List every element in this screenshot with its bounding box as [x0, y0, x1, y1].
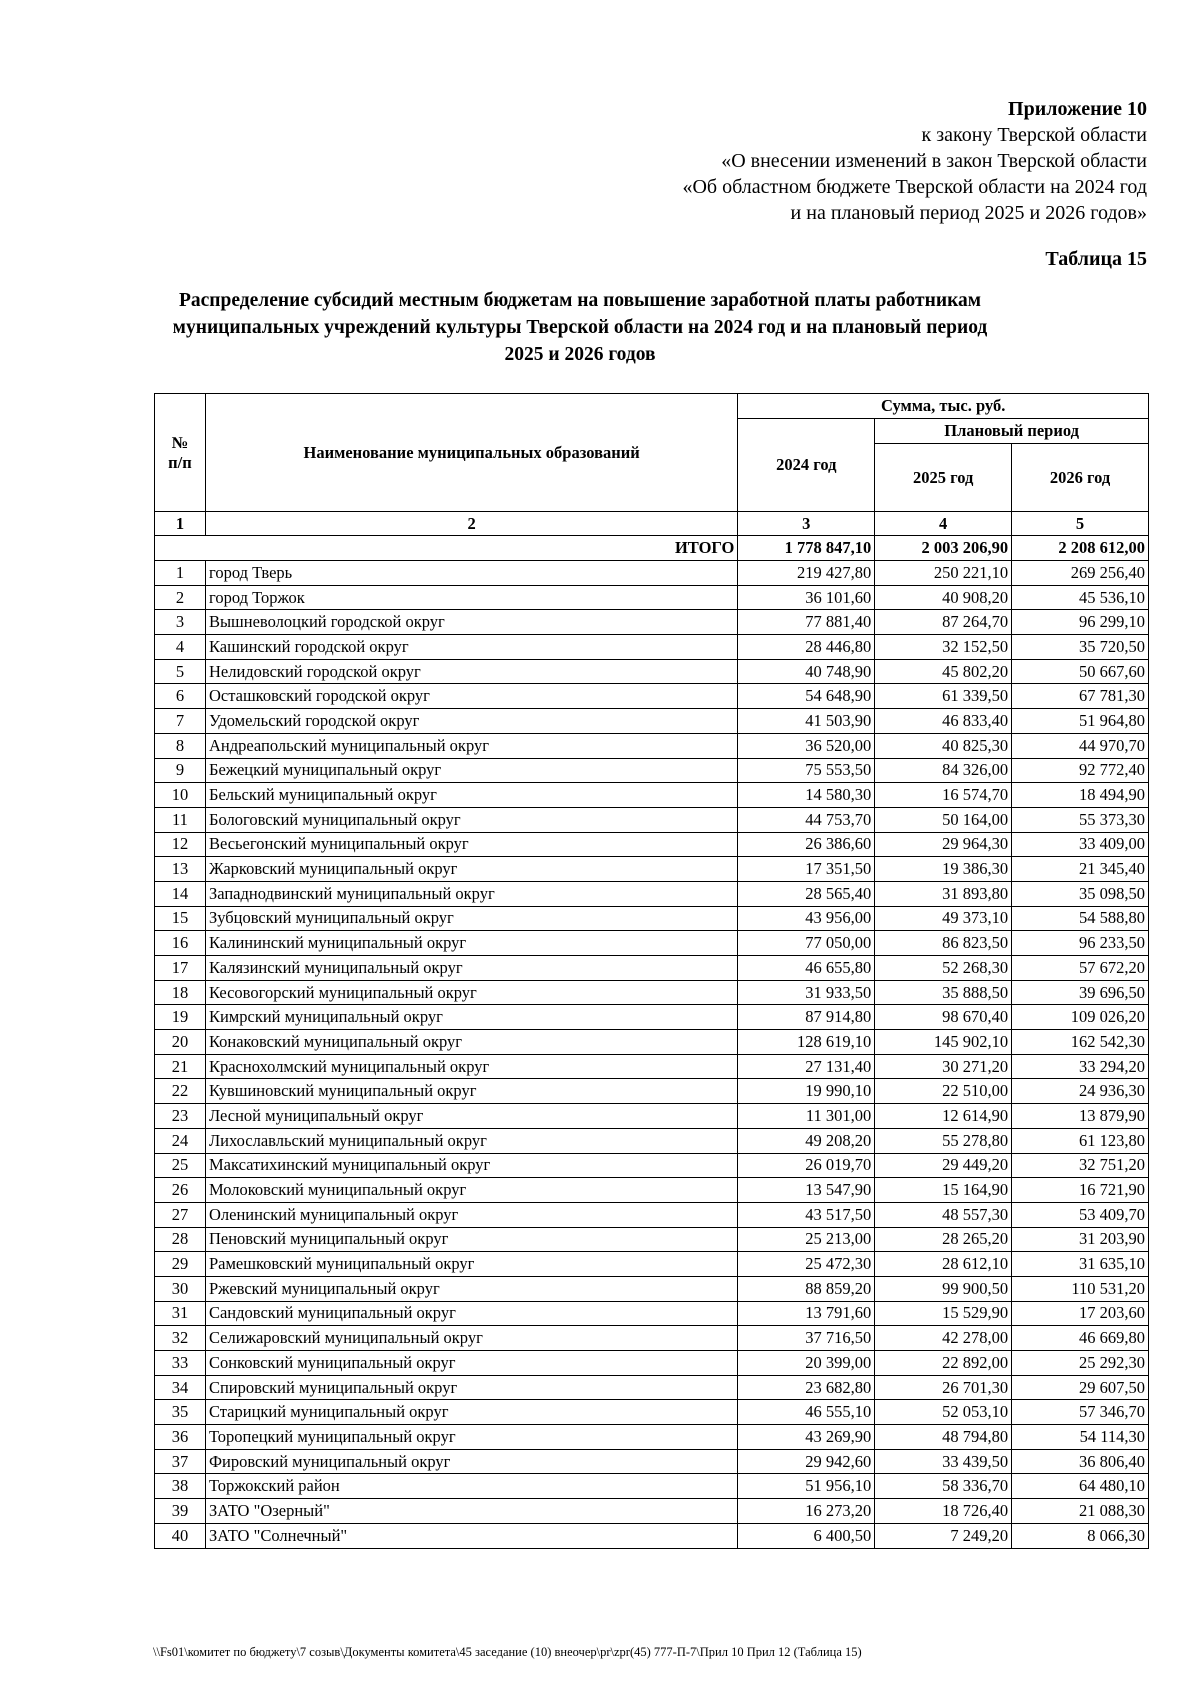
row-number: 11 — [155, 807, 206, 832]
value-2026: 55 373,30 — [1012, 807, 1149, 832]
value-2025: 12 614,90 — [875, 1104, 1012, 1129]
value-2026: 57 346,70 — [1012, 1400, 1149, 1425]
index-cell: 1 — [155, 512, 206, 536]
value-2024: 19 990,10 — [738, 1079, 875, 1104]
table-row — [155, 881, 1149, 906]
row-number: 36 — [155, 1425, 206, 1450]
table-row — [155, 1079, 1149, 1104]
table-row — [155, 1202, 1149, 1227]
table-row — [155, 1449, 1149, 1474]
value-2024: 26 019,70 — [738, 1153, 875, 1178]
table-row — [155, 1030, 1149, 1055]
value-2026: 36 806,40 — [1012, 1449, 1149, 1474]
table-row — [155, 1523, 1149, 1548]
value-2026: 67 781,30 — [1012, 684, 1149, 709]
title-line: муниципальных учреждений культуры Тверской области на 2024 год и на плановый период — [172, 317, 988, 338]
row-number: 5 — [155, 659, 206, 684]
value-2025: 15 529,90 — [875, 1301, 1012, 1326]
value-2025: 86 823,50 — [875, 931, 1012, 956]
value-2025: 28 265,20 — [875, 1227, 1012, 1252]
value-2024: 28 565,40 — [738, 881, 875, 906]
value-2024: 13 791,60 — [738, 1301, 875, 1326]
total-2024: 1 778 847,10 — [738, 536, 875, 561]
municipality-name: Оленинский муниципальный округ — [205, 1202, 737, 1227]
table-row — [155, 1474, 1149, 1499]
row-number: 34 — [155, 1375, 206, 1400]
table-row — [155, 758, 1149, 783]
value-2024: 40 748,90 — [738, 659, 875, 684]
value-2025: 52 268,30 — [875, 956, 1012, 981]
value-2024: 77 050,00 — [738, 931, 875, 956]
value-2024: 87 914,80 — [738, 1005, 875, 1030]
value-2026: 96 233,50 — [1012, 931, 1149, 956]
file-path-footer: \\Fs01\комитет по бюджету\7 созыв\Документы комитета\45 заседание (10) внеочер\pr\zpr(45) 777-П-7\Прил 10 Прил 12 (Таблица 15) — [153, 1645, 862, 1659]
table-row — [155, 1005, 1149, 1030]
value-2024: 29 942,60 — [738, 1449, 875, 1474]
row-number: 24 — [155, 1128, 206, 1153]
value-2025: 29 449,20 — [875, 1153, 1012, 1178]
value-2026: 21 345,40 — [1012, 857, 1149, 882]
value-2025: 58 336,70 — [875, 1474, 1012, 1499]
municipality-name: Калининский муниципальный округ — [205, 931, 737, 956]
row-number: 31 — [155, 1301, 206, 1326]
value-2025: 16 574,70 — [875, 783, 1012, 808]
value-2025: 32 152,50 — [875, 635, 1012, 660]
value-2025: 22 510,00 — [875, 1079, 1012, 1104]
row-number: 3 — [155, 610, 206, 635]
row-number: 29 — [155, 1252, 206, 1277]
table-row — [155, 1301, 1149, 1326]
value-2026: 54 588,80 — [1012, 906, 1149, 931]
value-2024: 37 716,50 — [738, 1326, 875, 1351]
municipality-name: Пеновский муниципальный округ — [205, 1227, 737, 1252]
col-header-2025: 2025 год — [875, 444, 1012, 512]
value-2024: 128 619,10 — [738, 1030, 875, 1055]
value-2024: 14 580,30 — [738, 783, 875, 808]
table-row — [155, 980, 1149, 1005]
value-2024: 36 101,60 — [738, 585, 875, 610]
municipality-name: Кувшиновский муниципальный округ — [205, 1079, 737, 1104]
value-2025: 46 833,40 — [875, 709, 1012, 734]
row-number: 23 — [155, 1104, 206, 1129]
table-row — [155, 1227, 1149, 1252]
appendix-header — [682, 96, 1147, 226]
value-2026: 61 123,80 — [1012, 1128, 1149, 1153]
value-2026: 269 256,40 — [1012, 561, 1149, 586]
value-2026: 24 936,30 — [1012, 1079, 1149, 1104]
value-2026: 13 879,90 — [1012, 1104, 1149, 1129]
value-2025: 145 902,10 — [875, 1030, 1012, 1055]
col-header-sum: Сумма, тыс. руб. — [738, 394, 1149, 419]
table-row — [155, 931, 1149, 956]
value-2024: 44 753,70 — [738, 807, 875, 832]
index-cell: 4 — [875, 512, 1012, 536]
row-number: 35 — [155, 1400, 206, 1425]
appendix-line: «Об областном бюджете Тверской области на 2024 год — [682, 176, 1147, 198]
municipality-name: Весьегонский муниципальный округ — [205, 832, 737, 857]
value-2026: 33 294,20 — [1012, 1054, 1149, 1079]
value-2026: 39 696,50 — [1012, 980, 1149, 1005]
table-row — [155, 1128, 1149, 1153]
row-number: 22 — [155, 1079, 206, 1104]
value-2024: 46 655,80 — [738, 956, 875, 981]
table-row — [155, 1104, 1149, 1129]
value-2026: 31 635,10 — [1012, 1252, 1149, 1277]
table-row — [155, 684, 1149, 709]
table-row — [155, 956, 1149, 981]
municipality-name: Бельский муниципальный округ — [205, 783, 737, 808]
index-cell: 5 — [1012, 512, 1149, 536]
value-2025: 40 825,30 — [875, 733, 1012, 758]
municipality-name: Нелидовский городской округ — [205, 659, 737, 684]
appendix-line: «О внесении изменений в закон Тверской области — [721, 150, 1147, 172]
municipality-name: Молоковский муниципальный округ — [205, 1178, 737, 1203]
table-row — [155, 635, 1149, 660]
row-number: 4 — [155, 635, 206, 660]
table-row — [155, 1425, 1149, 1450]
table-row — [155, 709, 1149, 734]
value-2025: 61 339,50 — [875, 684, 1012, 709]
value-2025: 84 326,00 — [875, 758, 1012, 783]
value-2024: 13 547,90 — [738, 1178, 875, 1203]
municipality-name: Андреапольский муниципальный округ — [205, 733, 737, 758]
table-row — [155, 783, 1149, 808]
municipality-name: Конаковский муниципальный округ — [205, 1030, 737, 1055]
municipality-name: Сандовский муниципальный округ — [205, 1301, 737, 1326]
table-row — [155, 1276, 1149, 1301]
municipality-name: Удомельский городской округ — [205, 709, 737, 734]
municipality-name: ЗАТО "Солнечный" — [205, 1523, 737, 1548]
table-row — [155, 857, 1149, 882]
value-2024: 43 269,90 — [738, 1425, 875, 1450]
table-row — [155, 1054, 1149, 1079]
value-2024: 36 520,00 — [738, 733, 875, 758]
value-2025: 26 701,30 — [875, 1375, 1012, 1400]
value-2024: 27 131,40 — [738, 1054, 875, 1079]
row-number: 30 — [155, 1276, 206, 1301]
appendix-title: Приложение 10 — [1008, 98, 1147, 120]
value-2024: 41 503,90 — [738, 709, 875, 734]
table-row — [155, 1400, 1149, 1425]
title-line: 2025 и 2026 годов — [504, 344, 656, 365]
value-2026: 17 203,60 — [1012, 1301, 1149, 1326]
value-2026: 44 970,70 — [1012, 733, 1149, 758]
municipality-name: Калязинский муниципальный округ — [205, 956, 737, 981]
value-2026: 53 409,70 — [1012, 1202, 1149, 1227]
municipality-name: Спировский муниципальный округ — [205, 1375, 737, 1400]
value-2026: 45 536,10 — [1012, 585, 1149, 610]
row-number: 7 — [155, 709, 206, 734]
row-number: 16 — [155, 931, 206, 956]
value-2026: 92 772,40 — [1012, 758, 1149, 783]
table-row — [155, 585, 1149, 610]
value-2025: 87 264,70 — [875, 610, 1012, 635]
value-2024: 46 555,10 — [738, 1400, 875, 1425]
table-row — [155, 1153, 1149, 1178]
table-row — [155, 1351, 1149, 1376]
value-2026: 21 088,30 — [1012, 1499, 1149, 1524]
value-2025: 22 892,00 — [875, 1351, 1012, 1376]
value-2025: 250 221,10 — [875, 561, 1012, 586]
row-number: 25 — [155, 1153, 206, 1178]
subsidy-table — [154, 393, 1149, 1549]
value-2026: 35 720,50 — [1012, 635, 1149, 660]
table-row — [155, 610, 1149, 635]
value-2024: 43 956,00 — [738, 906, 875, 931]
municipality-name: Кесовогорский муниципальный округ — [205, 980, 737, 1005]
value-2026: 51 964,80 — [1012, 709, 1149, 734]
row-number: 12 — [155, 832, 206, 857]
value-2026: 110 531,20 — [1012, 1276, 1149, 1301]
value-2026: 33 409,00 — [1012, 832, 1149, 857]
municipality-name: Селижаровский муниципальный округ — [205, 1326, 737, 1351]
value-2025: 42 278,00 — [875, 1326, 1012, 1351]
total-2025: 2 003 206,90 — [875, 536, 1012, 561]
total-2026: 2 208 612,00 — [1012, 536, 1149, 561]
value-2024: 28 446,80 — [738, 635, 875, 660]
row-number: 20 — [155, 1030, 206, 1055]
row-number: 10 — [155, 783, 206, 808]
value-2025: 99 900,50 — [875, 1276, 1012, 1301]
row-number: 27 — [155, 1202, 206, 1227]
value-2025: 29 964,30 — [875, 832, 1012, 857]
col-header-num: № п/п — [155, 394, 206, 512]
value-2026: 162 542,30 — [1012, 1030, 1149, 1055]
value-2024: 75 553,50 — [738, 758, 875, 783]
table-row — [155, 733, 1149, 758]
value-2026: 32 751,20 — [1012, 1153, 1149, 1178]
value-2026: 31 203,90 — [1012, 1227, 1149, 1252]
value-2025: 33 439,50 — [875, 1449, 1012, 1474]
total-row — [155, 536, 1149, 561]
value-2025: 40 908,20 — [875, 585, 1012, 610]
municipality-name: Кимрский муниципальный округ — [205, 1005, 737, 1030]
title-line: Распределение субсидий местным бюджетам на повышение заработной платы работникам — [178, 290, 982, 311]
value-2024: 6 400,50 — [738, 1523, 875, 1548]
value-2025: 15 164,90 — [875, 1178, 1012, 1203]
municipality-name: Старицкий муниципальный округ — [205, 1400, 737, 1425]
value-2024: 219 427,80 — [738, 561, 875, 586]
table-row — [155, 659, 1149, 684]
row-number: 2 — [155, 585, 206, 610]
value-2026: 8 066,30 — [1012, 1523, 1149, 1548]
table-body — [155, 512, 1149, 1549]
table-row — [155, 1178, 1149, 1203]
row-number: 13 — [155, 857, 206, 882]
municipality-name: город Тверь — [205, 561, 737, 586]
value-2024: 11 301,00 — [738, 1104, 875, 1129]
value-2024: 43 517,50 — [738, 1202, 875, 1227]
column-index-row — [155, 512, 1149, 536]
table-row — [155, 807, 1149, 832]
index-cell: 3 — [738, 512, 875, 536]
value-2024: 49 208,20 — [738, 1128, 875, 1153]
value-2024: 88 859,20 — [738, 1276, 875, 1301]
value-2025: 48 794,80 — [875, 1425, 1012, 1450]
table-label: Таблица 15 — [1045, 248, 1147, 270]
row-number: 39 — [155, 1499, 206, 1524]
value-2025: 48 557,30 — [875, 1202, 1012, 1227]
appendix-line: и на плановый период 2025 и 2026 годов» — [790, 202, 1147, 224]
row-number: 38 — [155, 1474, 206, 1499]
value-2026: 46 669,80 — [1012, 1326, 1149, 1351]
row-number: 26 — [155, 1178, 206, 1203]
value-2026: 54 114,30 — [1012, 1425, 1149, 1450]
table-row — [155, 1499, 1149, 1524]
value-2024: 51 956,10 — [738, 1474, 875, 1499]
value-2026: 109 026,20 — [1012, 1005, 1149, 1030]
value-2024: 16 273,20 — [738, 1499, 875, 1524]
value-2024: 54 648,90 — [738, 684, 875, 709]
municipality-name: Краснохолмский муниципальный округ — [205, 1054, 737, 1079]
row-number: 19 — [155, 1005, 206, 1030]
value-2024: 31 933,50 — [738, 980, 875, 1005]
row-number: 21 — [155, 1054, 206, 1079]
value-2026: 50 667,60 — [1012, 659, 1149, 684]
municipality-name: Бологовский муниципальный округ — [205, 807, 737, 832]
appendix-line: к закону Тверской области — [921, 124, 1147, 146]
municipality-name: Кашинский городской округ — [205, 635, 737, 660]
value-2024: 17 351,50 — [738, 857, 875, 882]
value-2026: 35 098,50 — [1012, 881, 1149, 906]
row-number: 18 — [155, 980, 206, 1005]
municipality-name: Рамешковский муниципальный округ — [205, 1252, 737, 1277]
value-2025: 98 670,40 — [875, 1005, 1012, 1030]
value-2025: 7 249,20 — [875, 1523, 1012, 1548]
value-2025: 28 612,10 — [875, 1252, 1012, 1277]
value-2025: 45 802,20 — [875, 659, 1012, 684]
value-2024: 77 881,40 — [738, 610, 875, 635]
col-header-planned: Плановый период — [875, 419, 1149, 444]
municipality-name: Бежецкий муниципальный округ — [205, 758, 737, 783]
municipality-name: Вышневолоцкий городской округ — [205, 610, 737, 635]
row-number: 8 — [155, 733, 206, 758]
row-number: 40 — [155, 1523, 206, 1548]
table-row — [155, 561, 1149, 586]
value-2026: 96 299,10 — [1012, 610, 1149, 635]
row-number: 33 — [155, 1351, 206, 1376]
value-2026: 29 607,50 — [1012, 1375, 1149, 1400]
row-number: 28 — [155, 1227, 206, 1252]
index-cell: 2 — [205, 512, 737, 536]
value-2026: 18 494,90 — [1012, 783, 1149, 808]
value-2025: 50 164,00 — [875, 807, 1012, 832]
table-row — [155, 832, 1149, 857]
municipality-name: Осташковский городской округ — [205, 684, 737, 709]
table-row — [155, 1375, 1149, 1400]
value-2026: 64 480,10 — [1012, 1474, 1149, 1499]
row-number: 37 — [155, 1449, 206, 1474]
value-2024: 26 386,60 — [738, 832, 875, 857]
row-number: 15 — [155, 906, 206, 931]
municipality-name: Ржевский муниципальный округ — [205, 1276, 737, 1301]
value-2026: 16 721,90 — [1012, 1178, 1149, 1203]
municipality-name: Торжокский район — [205, 1474, 737, 1499]
municipality-name: Зубцовский муниципальный округ — [205, 906, 737, 931]
row-number: 17 — [155, 956, 206, 981]
municipality-name: город Торжок — [205, 585, 737, 610]
document-title — [150, 287, 1010, 368]
col-header-2024: 2024 год — [738, 419, 875, 512]
value-2026: 25 292,30 — [1012, 1351, 1149, 1376]
value-2026: 57 672,20 — [1012, 956, 1149, 981]
value-2024: 20 399,00 — [738, 1351, 875, 1376]
value-2025: 19 386,30 — [875, 857, 1012, 882]
table-row — [155, 1252, 1149, 1277]
value-2024: 25 472,30 — [738, 1252, 875, 1277]
municipality-name: Западнодвинский муниципальный округ — [205, 881, 737, 906]
table-row — [155, 906, 1149, 931]
value-2025: 30 271,20 — [875, 1054, 1012, 1079]
value-2024: 23 682,80 — [738, 1375, 875, 1400]
municipality-name: Лесной муниципальный округ — [205, 1104, 737, 1129]
municipality-name: Фировский муниципальный округ — [205, 1449, 737, 1474]
value-2024: 25 213,00 — [738, 1227, 875, 1252]
municipality-name: Максатихинский муниципальный округ — [205, 1153, 737, 1178]
municipality-name: Сонковский муниципальный округ — [205, 1351, 737, 1376]
row-number: 9 — [155, 758, 206, 783]
value-2025: 49 373,10 — [875, 906, 1012, 931]
municipality-name: ЗАТО "Озерный" — [205, 1499, 737, 1524]
col-header-name: Наименование муниципальных образований — [205, 394, 737, 512]
municipality-name: Жарковский муниципальный округ — [205, 857, 737, 882]
row-number: 6 — [155, 684, 206, 709]
value-2025: 55 278,80 — [875, 1128, 1012, 1153]
row-number: 14 — [155, 881, 206, 906]
municipality-name: Лихославльский муниципальный округ — [205, 1128, 737, 1153]
value-2025: 52 053,10 — [875, 1400, 1012, 1425]
row-number: 32 — [155, 1326, 206, 1351]
col-header-2026: 2026 год — [1012, 444, 1149, 512]
total-label: ИТОГО — [155, 536, 738, 561]
value-2025: 31 893,80 — [875, 881, 1012, 906]
value-2025: 35 888,50 — [875, 980, 1012, 1005]
value-2025: 18 726,40 — [875, 1499, 1012, 1524]
table-row — [155, 1326, 1149, 1351]
municipality-name: Торопецкий муниципальный округ — [205, 1425, 737, 1450]
row-number: 1 — [155, 561, 206, 586]
